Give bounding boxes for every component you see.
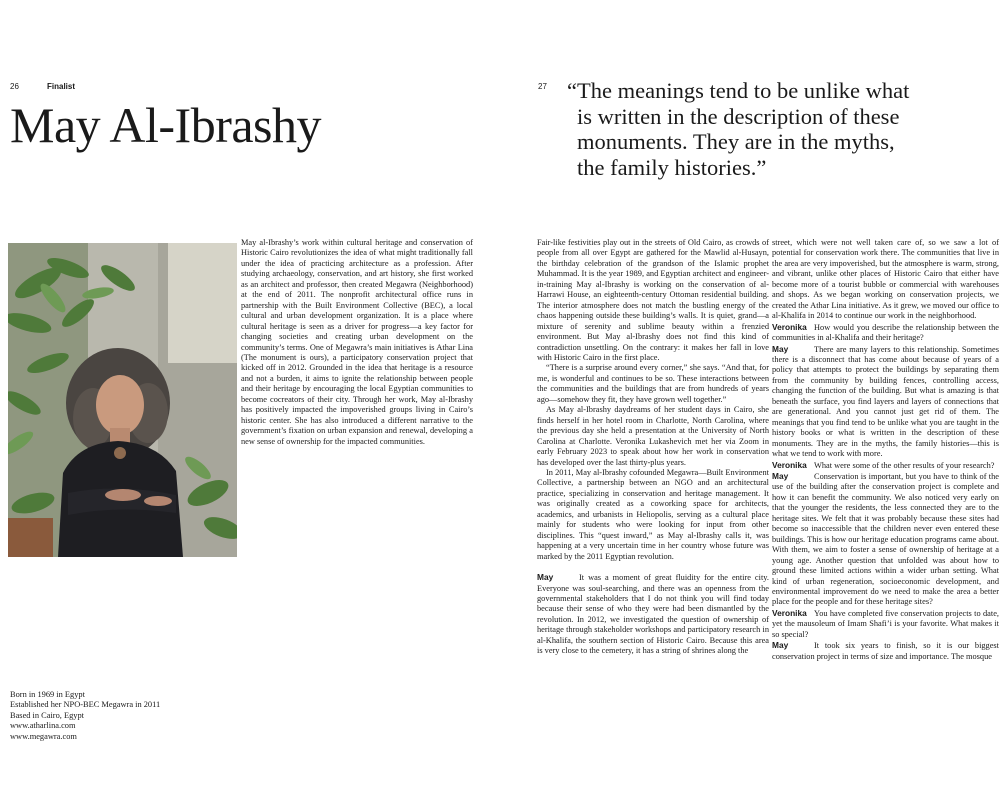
speaker-label: Veronika <box>772 607 807 618</box>
fact-established: Established her NPO-BEC Megawra in 2011 <box>10 700 161 710</box>
fact-website-atharlina[interactable]: www.atharlina.com <box>10 721 76 731</box>
pull-quote <box>567 78 987 180</box>
body-paragraph: “There is a surprise around every corner,” she says. “And that, for me, is wonderful and continues to be so. These interactions between the communities and the buildings that are from hundreds of years ago—somehow they fit, they have grown well together.” <box>537 363 769 404</box>
interview-question <box>772 608 999 640</box>
question-text: You have completed five conservation projects to date, yet the mausoleum of Imam Shafi’i is your favorite. What makes it so special? <box>772 608 999 639</box>
interview-question <box>772 322 999 344</box>
speaker-label: May <box>537 572 554 583</box>
speaker-label: May <box>772 470 789 481</box>
fact-born: Born in 1969 in Egypt <box>10 690 85 699</box>
right-page-number: 27 <box>538 82 547 91</box>
section-label: Finalist <box>47 82 76 91</box>
body-paragraph: In 2011, May al-Ibrashy cofounded Megawra—Built Environment Collective, a partnership between an NGO and an architectural practice, specializing in conservation and heritage management. It was originally created as a coworking space for architects, academics, and urbanists in Heliopolis, serving as a cultural place mainly for students who were looking for input from other disciplines. This “quest inward,” as May al-Ibrashy calls it, was happening at a very uncertain time in her country whose future was marked by the 2011 Egyptian revolution. <box>537 467 769 561</box>
body-paragraph: As May al-Ibrashy daydreams of her student days in Cairo, she finds herself in her hotel room in Charlotte, North Carolina, where the previous day she held a presentation at the University of North Carolina at Charlotte. Veronika Lukashevich met her via Zoom in early February 2023 to speak about how her work in conservation has developed over the last thirty-plus years. <box>537 405 769 467</box>
intro-paragraph: May al-Ibrashy’s work within cultural heritage and conservation of Historic Cairo revolutionizes the idea of what might traditionally fall under the idea of practicing architecture as a profession. After studying archaeology, conservation, and art history, she first worked as an architect and professor, then created Megawra (Neighborhood) at the end of 2011. The nonprofit architectural office runs in partnership with the Built Environment Collective (BEC), a local cultural and urban development organization. It is a place where cultural heritage is seen as a driver for progress—a key factor for changing societies and creating urban development on the community’s terms. One of Megawra’s main initiatives is Athar Lina (The monument is ours), a participatory conservation project that kicked off in 2012. Grounded in the idea that heritage is a resource and not a burden, it aims to ignite the relationship between people and their heritage by encouraging the local Egyptian communities to become cocreators of their city. Through her work, May al-Ibrashy has positively impacted the impoverished groups living in Cairo’s historic center. She has also introduced a different narrative to the government’s fixation on urban expansion and renewal, developing a new sense of ownership for the impacted communities. <box>241 238 473 446</box>
question-text: How would you describe the relationship between the communities in al-Khalifa and their heritage? <box>772 322 999 343</box>
pull-quote-line-2: is written in the description of these <box>577 103 900 129</box>
answer-text: It took six years to finish, so it is our biggest conservation project in terms of size and importance. The mosque <box>772 641 999 661</box>
interview-answer <box>772 640 999 662</box>
pull-quote-line-1: “The meanings tend to be unlike what <box>567 78 910 103</box>
body-paragraph: street, which were not well taken care of, so we saw a lot of potential for conservation work there. The communities that live in the area are very impoverished, but the atmosphere is warm, strong, and vibrant, unlike other places of Historic Cairo that either have become more of a tourist bubble or commercial with warehouses and shops. As we began working on conservation projects, we created the Athar Lina initiative. As it grew, we moved our office to al-Khalifa in 2014 to continue our work in the neighborhood. <box>772 238 999 321</box>
portrait-photo <box>8 243 237 557</box>
facts-list <box>10 690 240 742</box>
fact-based: Based in Cairo, Egypt <box>10 710 84 720</box>
answer-text: Conservation is important, but you have to think of the use of the building after the conservation project is complete and how it can benefit the community. We also noticed very early on that the younger the residents, the less connected they are to the heritage sites. We felt that it was probably because these sites had become so inaccessible that the children never even entered these buildings. This is how our heritage education programs came about. With them, we aim to foster a sense of ownership of heritage at a young age. Another question that unfolded was about how to ground these limited actions within a wider urban setting. What kind of urban regeneration, socioeconomic development, and environmental improvement do we need to make the area a better place for the people and for these heritage sites? <box>772 471 999 607</box>
interview-answer <box>772 471 999 608</box>
left-page-number: 26 <box>10 82 19 91</box>
article-column-2 <box>772 238 999 662</box>
speaker-label: May <box>772 343 789 354</box>
pull-quote-line-3: monuments. They are in the myths, <box>577 129 895 154</box>
speaker-label: Veronika <box>772 321 807 332</box>
interview-answer <box>772 344 999 460</box>
interview-answer <box>537 572 769 657</box>
speaker-label: Veronika <box>772 459 807 470</box>
fact-website-megawra[interactable]: www.megawra.com <box>10 731 77 741</box>
intro-text <box>241 238 473 447</box>
answer-text: There are many layers to this relationship. Sometimes there is a disconnect that has come about because of years of a policy that attempts to protect the buildings by separating them from the community by building fences, controlling access, changing the function of the building. But what is amazing is that beneath the surface, you find layers and layers of connections that are generational. And you cannot just get rid of them. The meanings that you find tend to be unlike what you are taught in the history books or what is written in the description of these monuments. They are in the myths, the family histories—this is what we tend to work with more. <box>772 344 999 459</box>
article-column-1 <box>537 238 769 657</box>
answer-text: It was a moment of great fluidity for the entire city. Everyone was soul-searching, and there was an openness from the governmental stakeholders that I do not think you will find today because their sense of who they were had been dismantled by the revolution. In 2012, we investigated the question of ownership of heritage through stakeholder workshops and participatory research in al-Khalifa, the southern section of Historic Cairo. Because this area is very close to the cemetery, it has a string of shrines along the <box>537 573 769 656</box>
body-paragraph: Fair-like festivities play out in the streets of Old Cairo, as crowds of people from all over Egypt are gathered for the Mawlid al-Husayn, the birthday celebration of the grandson of the Islamic prophet Muhammad. It is the year 1989, and Egyptian architect and engineer-in-training May al-Ibrashy is working on the conservation of al-Harrawi House, an eighteenth-century Ottoman residential building. The interior atmosphere does not match the bustling energy of the chaos happening outside these building’s walls. It is quiet, grand—a mixture of serenity and sublime beauty within a frenzied environment. But May al-Ibrashy does not find this kind of contradiction unsettling. On the contrary: it makes her fall in love with Historic Cairo in the first place. <box>537 238 769 362</box>
interview-question <box>772 460 999 471</box>
speaker-label: May <box>772 640 789 651</box>
article-title: May Al-Ibrashy <box>10 97 321 153</box>
pull-quote-line-4: the family histories.” <box>577 154 767 180</box>
question-text: What were some of the other results of your research? <box>814 460 995 470</box>
